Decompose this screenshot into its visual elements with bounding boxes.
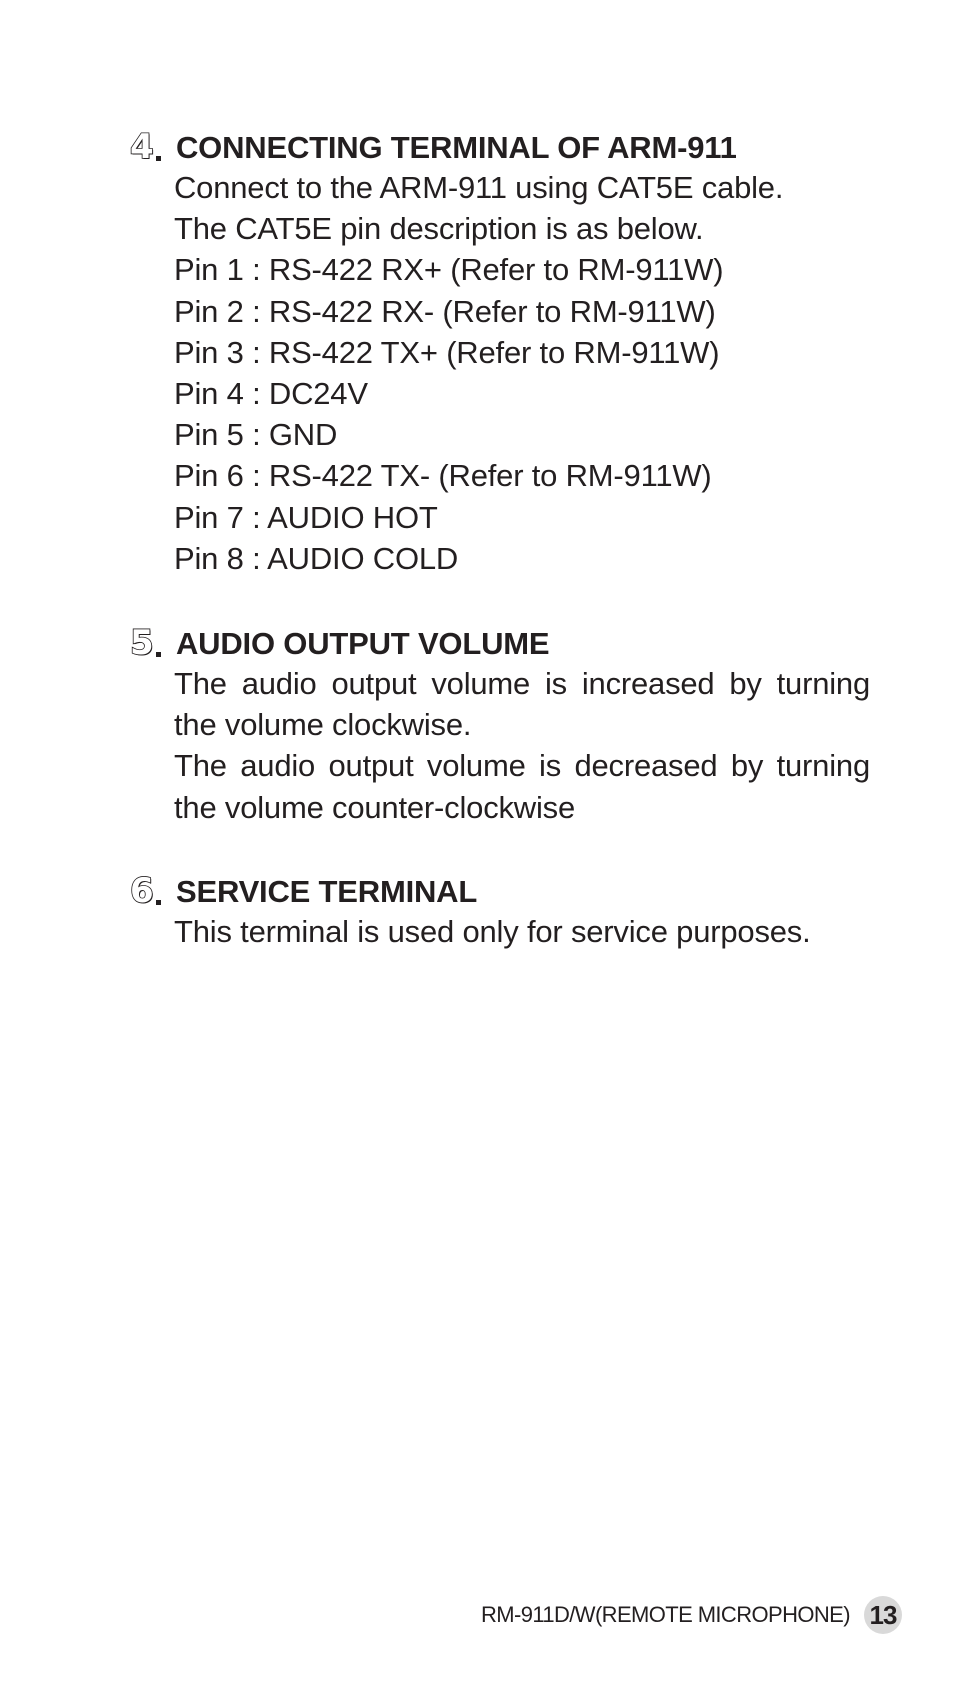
- section-service-terminal: [130, 871, 870, 952]
- footer-title: RM-911D/W(REMOTE MICROPHONE): [480, 1602, 850, 1627]
- body-line: This terminal is used only for service purposes.: [174, 914, 811, 949]
- page-number: 13: [864, 1596, 902, 1634]
- section-title: AUDIO OUTPUT VOLUME: [176, 626, 550, 661]
- pin-3-line: Pin 3 : RS-422 TX+ (Refer to RM-911W): [174, 334, 720, 370]
- pin-1-line: Pin 1 : RS-422 RX+ (Refer to RM-911W): [174, 252, 724, 288]
- section-heading: [130, 127, 870, 167]
- section-body: [130, 911, 870, 952]
- pin-6-line: Pin 6 : RS-422 TX- (Refer to RM-911W): [174, 458, 712, 494]
- pin-8-line: Pin 8 : AUDIO COLD: [174, 540, 459, 576]
- page-footer: [481, 1596, 902, 1634]
- section-heading: [130, 871, 870, 911]
- pin-2-line: Pin 2 : RS-422 RX- (Refer to RM-911W): [174, 293, 716, 329]
- section-number: 6: [130, 871, 176, 911]
- body-paragraph: The audio output volume is decreased by turning the volume counter-clockwise: [174, 748, 870, 825]
- section-audio-output-volume: [130, 623, 870, 828]
- body-paragraph: The audio output volume is increased by turning the volume clockwise.: [174, 666, 870, 743]
- section-body: [130, 663, 870, 828]
- section-title: CONNECTING TERMINAL OF ARM-911: [176, 130, 737, 165]
- section-heading: [130, 623, 870, 663]
- section-connecting-terminal: [130, 127, 870, 579]
- section-title: SERVICE TERMINAL: [176, 874, 478, 909]
- pin-7-line: Pin 7 : AUDIO HOT: [174, 499, 438, 535]
- pin-5-line: Pin 5 : GND: [174, 417, 338, 453]
- section-number: 4: [130, 127, 176, 167]
- body-line: Connect to the ARM-911 using CAT5E cable.: [174, 170, 784, 205]
- section-body: [130, 167, 870, 579]
- section-number: 5: [130, 623, 176, 663]
- body-line: The CAT5E pin description is as below.: [174, 211, 704, 247]
- pin-4-line: Pin 4 : DC24V: [174, 376, 368, 412]
